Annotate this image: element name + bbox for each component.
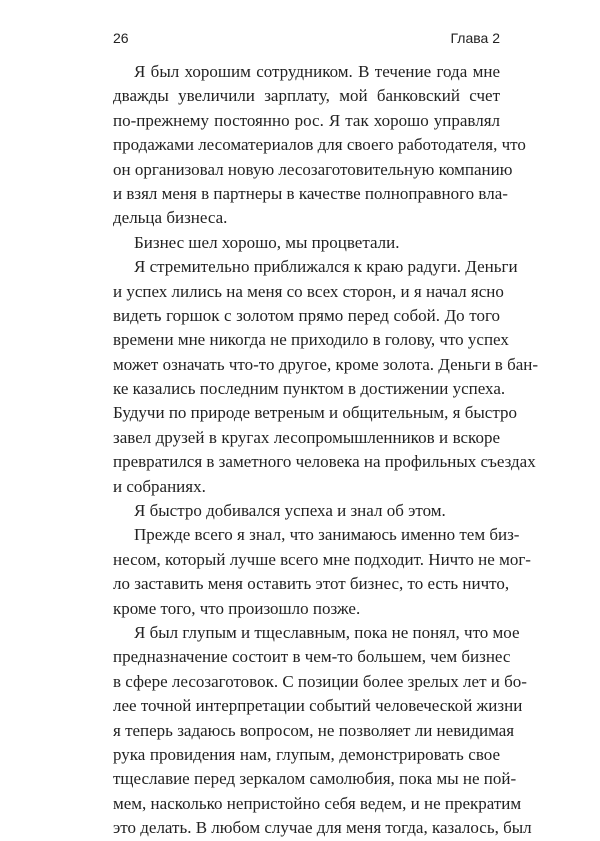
text-line: видеть горшок с золотом прямо перед собой. До того	[113, 305, 500, 325]
text-line: превратился в заметного человека на профильных съездах	[113, 452, 536, 472]
text-line: рука провидения нам, глупым, демонстрировать свое	[113, 744, 500, 764]
text-line: и собраниях.	[113, 476, 206, 496]
text-line: Я был хорошим сотрудником. В течение года мне	[134, 62, 500, 81]
text-line: он организовал новую лесозаготовительную компанию	[113, 159, 513, 179]
body-text	[113, 60, 539, 841]
paragraph	[113, 60, 526, 231]
text-line: предназначение состоит в чем-то большем, чем бизнес	[113, 647, 511, 667]
text-line: кроме того, что произошло позже.	[113, 598, 361, 618]
text-line: Прежде всего я знал, что занимаюсь именно тем биз-	[134, 525, 520, 545]
paragraph	[113, 255, 539, 499]
text-line: я теперь задаюсь вопросом, не позволяет ли невидимая	[113, 720, 515, 740]
text-line: Я стремительно приближался к краю радуги. Деньги	[134, 257, 518, 277]
text-line: в сфере лесозаготовок. С позиции более зрелых лет и бо-	[113, 671, 527, 691]
paragraph	[113, 231, 500, 255]
text-line: может означать что-то другое, кроме золота. Деньги в бан-	[113, 354, 539, 374]
text-line: тщеславие перед зеркалом самолюбия, пока мы не пой-	[113, 769, 517, 789]
text-line: дважды увеличили зарплату, мой банковский счет	[113, 86, 500, 106]
text-line: по-прежнему постоянно рос. Я так хорошо управлял	[113, 110, 500, 130]
paragraph	[113, 621, 532, 841]
text-line: завел друзей в кругах лесопромышленников и вскоре	[113, 427, 500, 447]
text-line: мем, насколько непристойно себя ведем, и не прекратим	[113, 793, 522, 813]
text-line: Будучи по природе ветреным и общительным, я быстро	[113, 403, 517, 423]
text-line: Я быстро добивался успеха и знал об этом.	[134, 501, 446, 521]
text-line: Бизнес шел хорошо, мы процветали.	[134, 232, 400, 252]
text-line: лее точной интерпретации событий человеческой жизни	[113, 696, 523, 716]
text-line: дельца бизнеса.	[113, 208, 228, 228]
text-line: продажами лесоматериалов для своего работодателя, что	[113, 135, 526, 155]
text-line: ке казались последним пунктом в достижении успеха.	[113, 379, 506, 399]
text-line: и взял меня в партнеры в качестве полноправного вла-	[113, 183, 508, 203]
text-line: Я был глупым и тщеславным, пока не понял, что мое	[134, 622, 520, 642]
text-line: несом, который лучше всего мне подходит. Ничто не мог-	[113, 549, 531, 569]
text-line: времени мне никогда не приходило в голову, что успех	[113, 330, 509, 350]
text-line: ло заставить меня оставить этот бизнес, то есть ничто,	[113, 574, 510, 594]
text-line: и успех лились на меня со всех сторон, и я начал ясно	[113, 281, 504, 301]
text-line: это делать. В любом случае для меня тогда, казалось, был	[113, 818, 532, 838]
paragraph	[113, 499, 500, 523]
page-number: 26	[113, 30, 129, 46]
paragraph	[113, 523, 531, 621]
chapter-title: Глава 2	[450, 30, 500, 46]
running-header	[113, 30, 500, 52]
